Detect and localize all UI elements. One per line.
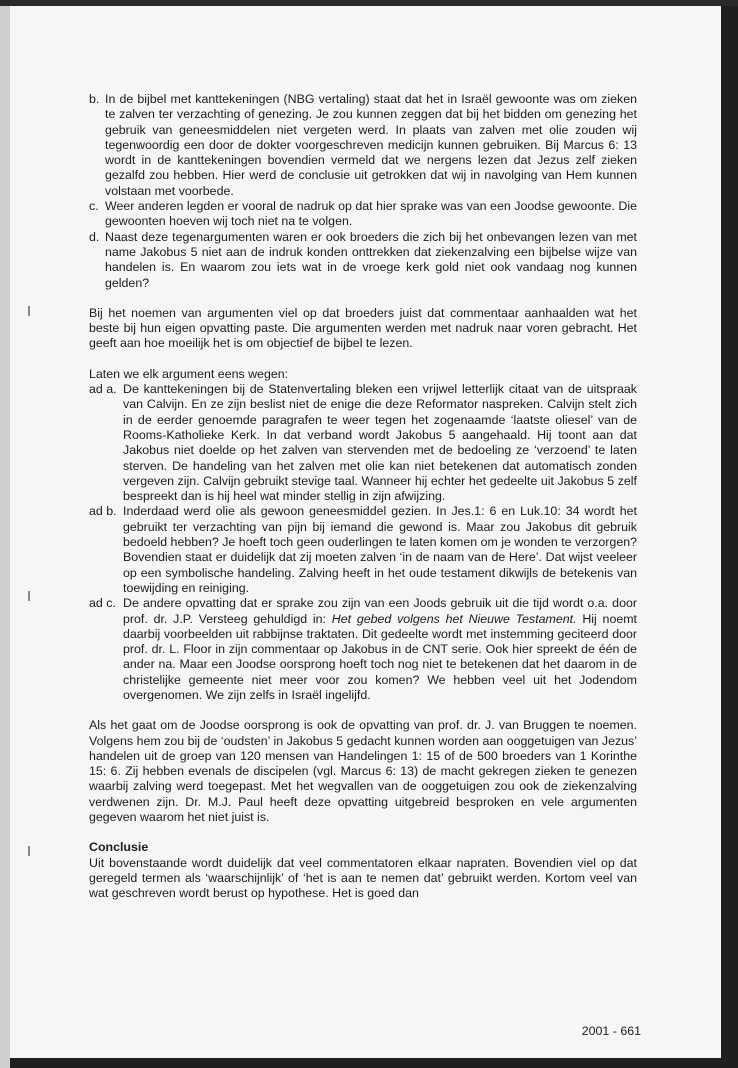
ad-label: ad b. — [89, 504, 117, 519]
document-page — [10, 6, 721, 1058]
ad-item-a — [89, 382, 637, 504]
ad-text: Inderdaad werd olie als gewoon geneesmiddel gezien. In Jes.1: 6 en Luk.10: 34 wordt het gebruikt ter verzachting van pijn bij iemand die gewond is. Maar zou Jakobus dit gebruik bedoeld hebben? Je hoeft toch geen ouderlingen te laten komen om je wonden te verzorgen? Bovendien staat er duidelijk dat zij moeten zalven ‘in de naam van de Here’. Dat wijst veeleer op een symbolische handeling. Zalving heeft in het oude testament dikwijls de betekenis van toewijding en reiniging. — [123, 504, 637, 595]
margin-mark — [28, 846, 30, 856]
paragraph-argumenten: Bij het noemen van argumenten viel op dat broeders juist dat commentaar aanhaalden wat het beste bij hun eigen opvatting paste. Die argumenten werden met nadruk naar voren gebracht. Het geeft aan hoe moeilijk het is om objectief de bijbel te lezen. — [89, 305, 637, 351]
margin-mark — [28, 591, 30, 601]
list-label: b. — [89, 92, 100, 106]
ad-item-c — [89, 596, 637, 703]
ad-item-b — [89, 504, 637, 596]
margin-mark — [28, 306, 30, 316]
list-label: c. — [89, 199, 99, 214]
list-item-c — [89, 199, 637, 230]
paragraph-conclusie: Uit bovenstaande wordt duidelijk dat veel commentatoren elkaar napraten. Bovendien viel op dat geregeld termen als ‘waarschijnlijk’ of ‘het is aan te nemen dat’ gebruikt werden. Kortom veel van wat geschreven wordt berust op hypothese. Het is goed dan — [89, 855, 637, 901]
ad-label: ad c. — [89, 596, 116, 611]
ad-text — [123, 596, 637, 703]
paragraph-intro-wegen: Laten we elk argument eens wegen: — [89, 366, 289, 381]
page-number: 2001 - 661 — [581, 1024, 641, 1038]
list-item-b — [89, 92, 637, 199]
section-heading-conclusie: Conclusie — [89, 840, 149, 855]
page-content — [89, 92, 637, 902]
list-label: d. — [89, 229, 100, 244]
list-item-d — [89, 230, 637, 291]
paragraph-van-bruggen: Als het gaat om de Joodse oorsprong is ook de opvatting van prof. dr. J. van Bruggen te noemen. Volgens hem zou bij de ‘oudsten’ in Jakobus 5 gedacht kunnen worden aan ooggetuigen van Jezus’ handelen uit de groep van 120 mensen van Handelingen 1: 15 of de 500 broeders van 1 Korinthe 15: 6. Zij hebben evenals de discipelen (vgl. Marcus 6: 13) de macht gekregen zieken te genezen waarbij zalving werd toegepast. Met het wegvallen van de ooggetuigen zou ook de ziekenzalving verdwenen zijn. Dr. M.J. Paul heeft deze opvatting uitgebreid besproken en vele argumenten gegeven waarom het niet juist is. — [89, 718, 637, 825]
ad-text: De kanttekeningen bij de Statenvertaling bleken een vrijwel letterlijk citaat van de uitspraak van Calvijn. En ze zijn beslist niet de enige die deze Reformator naspreken. Calvijn stelt zich in de eerder genoemde paragrafen te weer tegen het zogenaamde ‘laatste oliesel’ van de Rooms-Katholieke Kerk. In dat verband wordt Jakobus 5 aangehaald. Hij toont aan dat Jakobus niet doelde op het zalven van stervenden met de bedoeling ze ‘verzoend’ te laten sterven. De handeling van het zalven met olie kan niet betekenen dat automatisch zonden vergeven zijn. Calvijn gebruikt stevige taal. Wanneer hij echter het gedeelte uit Jakobus 5 zelf bespreekt dan is hij heel wat minder stellig in zijn afwijzing. — [123, 382, 637, 504]
ad-label: ad a. — [89, 382, 117, 397]
list-text: Weer anderen legden er vooral de nadruk op dat hier sprake was van een Joodse gewoonte. Die gewoonten hoeven wij toch niet na te volgen. — [105, 199, 637, 229]
ad-text-after: Hij noemt daarbij voorbeelden uit rabbijnse traktaten. Dit gedeelte wordt met instemming geciteerd door prof. dr. L. Floor in zijn commentaar op Jakobus in de CNT serie. Ook hier spreekt de één de ander na. Maar een Joodse oorsprong hoeft toch nog niet te betekenen dat het daarom in de christelijke gemeente niet meer voor zou komen? We hebben veel uit het Jodendom overgenomen. We zijn zelfs in Israël ingelijfd. — [123, 611, 637, 702]
scan-edge-left — [0, 0, 10, 1068]
list-text: Naast deze tegenargumenten waren er ook broeders die zich bij het onbevangen lezen van met name Jakobus 5 niet aan de indruk konden onttrekken dat ziekenzalving een bijbelse wijze van handelen is. En waarom zou iets wat in de vroege kerk gold niet ook vandaag nog kunnen gelden? — [105, 229, 637, 290]
list-text: In de bijbel met kanttekeningen (NBG vertaling) staat dat het in Israël gewoonte was om zieken te zalven ter verzachting of genezing. Je zou kunnen zeggen dat bij het bidden om genezing het gebruik van geneesmiddelen niet vergeten werd. In plaats van zalven met olie zouden wij tegenwoordig een door de dokter voorgeschreven medicijn kunnen gebruiken. Bij Marcus 6: 13 wordt in de kanttekeningen bovendien vermeld dat we nergens lezen dat Jezus zelf zieken gezalfd zou hebben. Hier werd de conclusie uit getrokken dat wij in navolging van Hem kunnen volstaan met voorbede. — [105, 92, 637, 198]
book-title: Het gebed volgens het Nieuwe Testament. — [331, 611, 577, 626]
ad-text-before: De andere opvatting dat er sprake zou zijn van een Joods gebruik uit die tijd wordt o.a. door prof. dr. J.P. Versteeg gehuldigd in: — [123, 596, 637, 626]
